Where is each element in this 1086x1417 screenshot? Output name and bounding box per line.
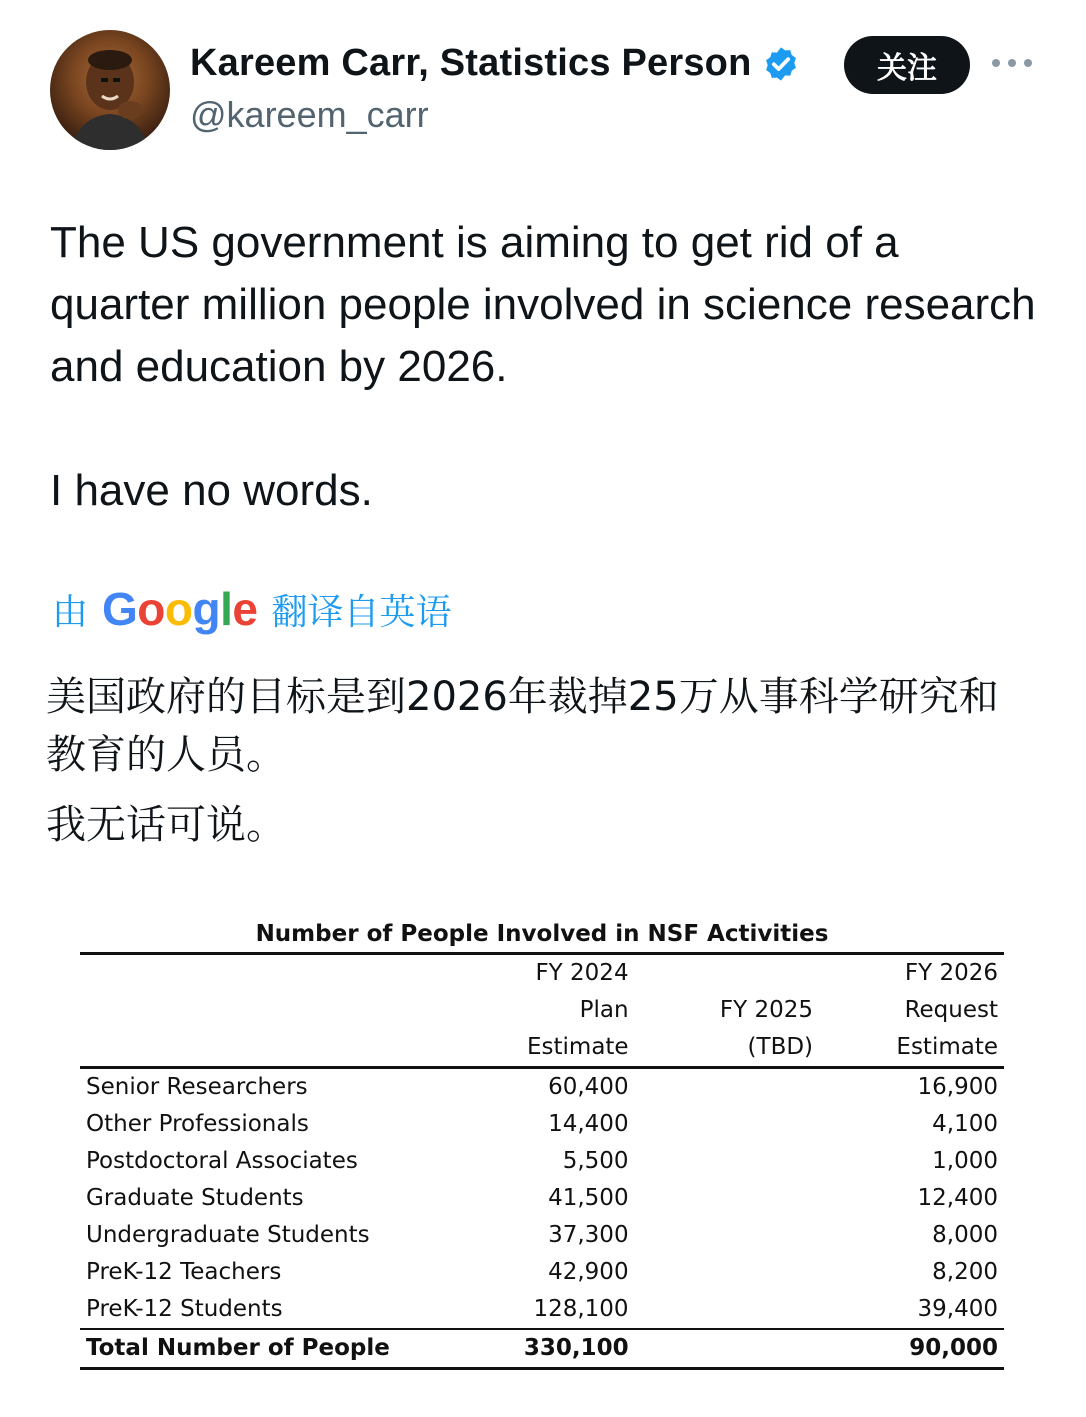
cell-fy2026: 39,400 — [917, 1296, 998, 1322]
cell-fy2025 — [629, 1143, 813, 1180]
google-logo: Google — [102, 583, 258, 635]
total-fy2024: 330,100 — [459, 1329, 628, 1369]
cell-fy2024: 42,900 — [548, 1259, 629, 1285]
cell-fy2026: 8,000 — [932, 1222, 998, 1248]
tweet-text — [50, 212, 1040, 522]
total-fy2026: 90,000 — [813, 1329, 1004, 1369]
cell-fy2024: 128,100 — [533, 1296, 629, 1322]
follow-button[interactable]: 关注 — [844, 36, 970, 94]
tweet-header — [50, 30, 1040, 155]
cell-fy2024: 41,500 — [548, 1185, 629, 1211]
cell-fy2026: 12,400 — [917, 1185, 998, 1211]
translated-paragraph: 我无话可说。 — [46, 802, 286, 848]
header-blank — [80, 954, 459, 1068]
row-label: PreK-12 Teachers — [86, 1259, 282, 1285]
cell-fy2025 — [629, 1106, 813, 1143]
translate-suffix: 翻译自英语 — [271, 591, 452, 633]
table-row — [80, 1291, 1004, 1329]
verified-badge-icon — [762, 45, 800, 83]
nsf-people-table — [80, 952, 1004, 1370]
translated-by-google-link[interactable] — [52, 582, 452, 636]
cell-fy2026: 4,100 — [932, 1111, 998, 1137]
translate-prefix: 由 — [52, 591, 89, 633]
cell-fy2025 — [629, 1291, 813, 1329]
cell-fy2025 — [629, 1217, 813, 1254]
table-row — [80, 1068, 1004, 1107]
table-row — [80, 1180, 1004, 1217]
cell-fy2026: 16,900 — [813, 1068, 1004, 1107]
column-header-fy2026: FY 2026 Request Estimate — [813, 954, 1004, 1068]
row-label: Undergraduate Students — [86, 1222, 370, 1248]
translated-paragraph: 美国政府的目标是到2026年裁掉25万从事科学研究和教育的人员。 — [46, 674, 999, 778]
table-title: Number of People Involved in NSF Activities — [255, 921, 829, 947]
row-label: PreK-12 Students — [86, 1296, 283, 1322]
cell-fy2025 — [629, 1180, 813, 1217]
display-name[interactable]: Kareem Carr, Statistics Person — [190, 42, 752, 84]
cell-fy2025 — [629, 1254, 813, 1291]
more-options-icon[interactable] — [992, 48, 1032, 78]
name-row — [190, 42, 800, 85]
tweet-paragraph: The US government is aiming to get rid of a quarter million people involved in science research and education by 2026. — [50, 218, 1036, 391]
total-fy2025 — [629, 1329, 813, 1369]
table-row — [80, 1217, 1004, 1254]
row-label: Postdoctoral Associates — [86, 1148, 358, 1174]
cell-fy2024: 37,300 — [548, 1222, 629, 1248]
person-portrait-icon — [50, 30, 170, 150]
translated-text — [46, 668, 1036, 854]
user-handle[interactable]: @kareem_carr — [190, 94, 429, 135]
tweet-paragraph: I have no words. — [50, 466, 373, 515]
table-row — [80, 1106, 1004, 1143]
tweet-image-table[interactable] — [80, 916, 1004, 1370]
column-header-fy2024: FY 2024 Plan Estimate — [459, 954, 628, 1068]
table-row — [80, 1254, 1004, 1291]
row-label: Senior Researchers — [80, 1068, 459, 1107]
cell-fy2025 — [629, 1068, 813, 1107]
row-label: Graduate Students — [86, 1185, 304, 1211]
table-total-row — [80, 1329, 1004, 1369]
cell-fy2024: 60,400 — [459, 1068, 628, 1107]
total-label: Total Number of People — [80, 1329, 459, 1369]
table-row — [80, 1143, 1004, 1180]
row-label: Other Professionals — [86, 1111, 309, 1137]
cell-fy2024: 5,500 — [562, 1148, 629, 1174]
column-header-fy2025: FY 2025 (TBD) — [629, 954, 813, 1068]
cell-fy2026: 8,200 — [932, 1259, 998, 1285]
avatar[interactable] — [50, 30, 170, 150]
cell-fy2026: 1,000 — [932, 1148, 998, 1174]
cell-fy2024: 14,400 — [548, 1111, 629, 1137]
